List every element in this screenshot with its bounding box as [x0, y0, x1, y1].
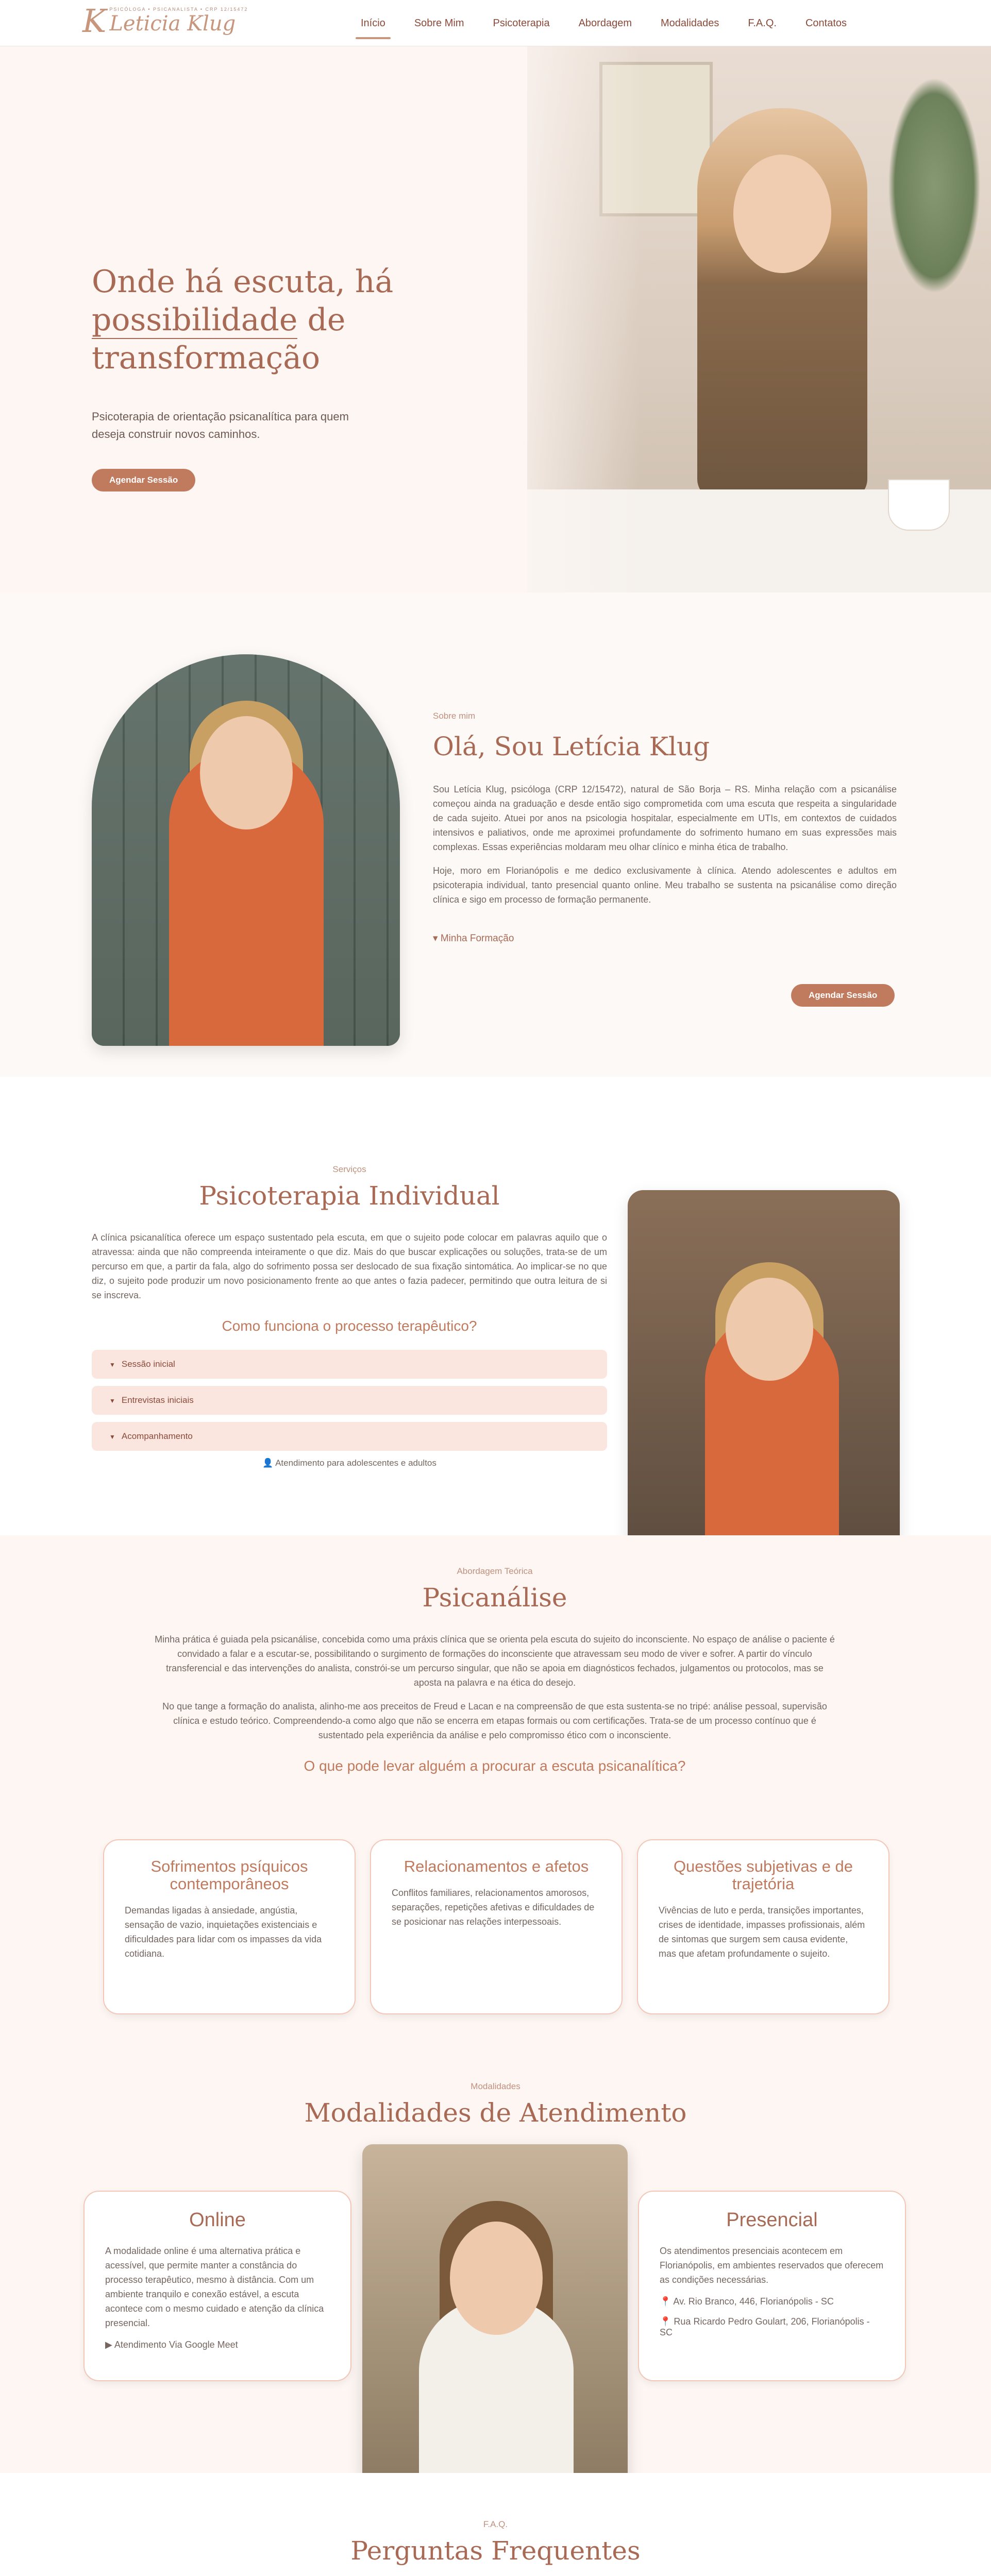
- reason-card: Questões subjetivas e de trajetória Vivências de luto e perda, transições importantes, crises de identidade, impasses profissionais, além de sintomas que surgem sem causa evidente, mas que afetam profundamente o sujeito.: [637, 1839, 889, 2014]
- psican-paragraph-1: Minha prática é guiada pela psicanálise, concebida como uma práxis clínica que se orienta pela escuta do sujeito do inconsciente. No espaço de análise o paciente é convidado a falar e a escutar-se, possibilitando o surgimento de formações do inconsciente que atravessam seu modo de viver e sofrer. A partir do vínculo transferencial e das intervenções do analista, constrói-se um percurso singular, que não se apoia em diagnósticos fechados, julgamentos ou protocolos, mas se aposta na palavra e na ética do desejo.: [155, 1634, 835, 1688]
- map-pin-icon: 📍: [660, 2296, 674, 2307]
- reason-card: Relacionamentos e afetos Conflitos familiares, relacionamentos amorosos, separações, repetições afetivas e dificuldades de se posicionar nas relações interpessoais.: [370, 1839, 623, 2014]
- accordion-entrevistas[interactable]: ▼ Entrevistas iniciais: [92, 1386, 607, 1415]
- nav-inicio[interactable]: Início: [346, 0, 400, 46]
- faq-eyebrow: F.A.Q.: [483, 2519, 508, 2529]
- chevron-down-icon: ▼: [109, 1397, 115, 1404]
- online-card: Online A modalidade online é uma alternativa prática e acessível, que permite manter a constância do processo terapêutico, mesmo à distância. Com um ambiente tranquilo e conexão estável, a escuta acontece com o mesmo cuidado e atenção da clínica presencial. ▶ Atendimento Via Google Meet: [83, 2191, 351, 2381]
- psican-question: O que pode levar alguém a procurar a escuta psicanalítica?: [304, 1758, 686, 1774]
- psicoterapia-section: [0, 1077, 991, 1535]
- presencial-card: Presencial Os atendimentos presenciais acontecem em Florianópolis, em ambientes reservados que oferecem as condições necessárias. 📍 Av. Rio Branco, 446, Florianópolis - SC 📍 Rua Ricardo Pedro Goulart, 206, Florianópolis - SC: [638, 2191, 906, 2381]
- video-icon: ▶: [105, 2340, 114, 2350]
- address-line: 📍 Rua Ricardo Pedro Goulart, 206, Florianópolis - SC: [660, 2316, 870, 2337]
- audience-note: 👤 Atendimento para adolescentes e adultos: [262, 1458, 436, 1468]
- map-pin-icon: 📍: [660, 2316, 674, 2327]
- reason-card: Sofrimentos psíquicos contemporâneos Demandas ligadas à ansiedade, angústia, sensação de vazio, inquietações existenciais e dificuldades para lidar com os impasses da vida cotidiana.: [103, 1839, 356, 2014]
- about-photo: [92, 654, 400, 1046]
- nav-sobre-mim[interactable]: Sobre Mim: [414, 18, 464, 29]
- psico-title: Psicoterapia Individual: [199, 1181, 500, 1211]
- brand-name: Leticia Klug: [109, 12, 236, 36]
- nav-contatos[interactable]: Contatos: [805, 18, 847, 29]
- about-paragraph-1: Sou Letícia Klug, psicóloga (CRP 12/15472), natural de São Borja – RS. Minha relação com a psicanálise começou ainda na graduação e desde então sigo comprometida com uma escuta que respeita a singularidade de cada sujeito. Atuei por anos na psicologia hospitalar, especialmente em UTIs, em contextos de cuidados intensivos e paliativos, onde me aproximei profundamente do sofrimento humano em suas expressões mais complexas. Essas experiências moldaram meu olhar clínico e minha ética de trabalho.: [433, 784, 897, 852]
- hero-section: [0, 46, 991, 592]
- accordion-sessao-inicial[interactable]: ▼ Sessão inicial: [92, 1350, 607, 1379]
- about-section: [0, 592, 991, 1077]
- chevron-down-icon: ▾: [433, 933, 441, 944]
- modal-eyebrow: Modalidades: [471, 2081, 520, 2091]
- psican-eyebrow: Abordagem Teórica: [457, 1566, 533, 1576]
- psico-question: Como funciona o processo terapêutico?: [222, 1318, 477, 1334]
- psico-eyebrow: Serviços: [332, 1164, 366, 1174]
- about-eyebrow: Sobre mim: [433, 711, 476, 721]
- faq-title: Perguntas Frequentes: [350, 2536, 641, 2566]
- psican-title: Psicanálise: [422, 1583, 567, 1613]
- nav-psicoterapia[interactable]: Psicoterapia: [493, 18, 550, 29]
- faq-section: [0, 2473, 991, 2576]
- about-title: Olá, Sou Letícia Klug: [433, 732, 710, 761]
- modalidades-photo: [362, 2144, 628, 2486]
- about-paragraph-2: Hoje, moro em Florianópolis e me dedico exclusivamente à clínica. Atendo adolescentes e adultos em psicoterapia individual, tanto presencial quanto online. Meu trabalho se sustenta na psicanálise como direção clínica e sigo em processo de formação permanente.: [433, 866, 897, 905]
- accordion-acompanhamento[interactable]: ▼ Acompanhamento: [92, 1422, 607, 1451]
- nav-abordagem[interactable]: Abordagem: [578, 18, 632, 29]
- chevron-down-icon: ▼: [109, 1433, 115, 1440]
- brand-logo[interactable]: [82, 2, 248, 40]
- address-line: 📍 Av. Rio Branco, 446, Florianópolis - SC: [660, 2296, 834, 2307]
- nav-modalidades[interactable]: Modalidades: [660, 18, 719, 29]
- main-nav: [346, 0, 861, 46]
- about-schedule-button[interactable]: Agendar Sessão: [791, 984, 895, 1007]
- hero-schedule-button[interactable]: Agendar Sessão: [92, 469, 195, 492]
- modal-title: Modalidades de Atendimento: [304, 2098, 687, 2128]
- psicanalise-section: [0, 1535, 991, 2071]
- psican-paragraph-2: No que tange a formação do analista, alinho-me aos preceitos de Freud e Lacan e na compreensão de que esta sustenta-se no tripé: análise pessoal, supervisão clínica e estudo teórico. Compreendendo-a como algo que não se encerra em etapas formais ou com certificações. Trata-se de um processo contínuo que é sustentado pela experiência da análise e pelo compromisso ético com o inconsciente.: [162, 1701, 827, 1740]
- hero-title: Onde há escuta, há possibilidade de transformação: [92, 264, 394, 376]
- psico-text: A clínica psicanalítica oferece um espaço sustentado pela escuta, em que o sujeito pode colocar em palavras aquilo que o atravessa: ainda que não compreenda inteiramente o que diz. Mais do que buscar explicações ou soluções, trata-se de um percurso em que, a partir da fala, algo do sofrimento possa ser deslocado de sua fixação sintomática. Ao implicar-se no que diz, o sujeito pode produzir um novo posicionamento frente ao que antes o fazia padecer, permitindo que outra leitura de si se inscreva.: [92, 1232, 607, 1300]
- chevron-down-icon: ▼: [109, 1361, 115, 1368]
- site-header: [0, 0, 991, 46]
- brand-subtitle: PSICÓLOGA • PSICANALISTA • CRP 12/15472: [109, 7, 248, 12]
- user-icon: 👤: [262, 1458, 276, 1468]
- nav-faq[interactable]: F.A.Q.: [748, 18, 777, 29]
- modalidades-section: [0, 2071, 991, 2473]
- hero-subtitle: Psicoterapia de orientação psicanalítica para quem deseja construir novos caminhos.: [92, 410, 349, 440]
- meet-line: ▶ Atendimento Via Google Meet: [105, 2340, 238, 2350]
- psico-photo: [628, 1190, 900, 1575]
- logo-mark: K: [82, 2, 107, 40]
- formation-toggle[interactable]: ▾ Minha Formação: [433, 933, 514, 944]
